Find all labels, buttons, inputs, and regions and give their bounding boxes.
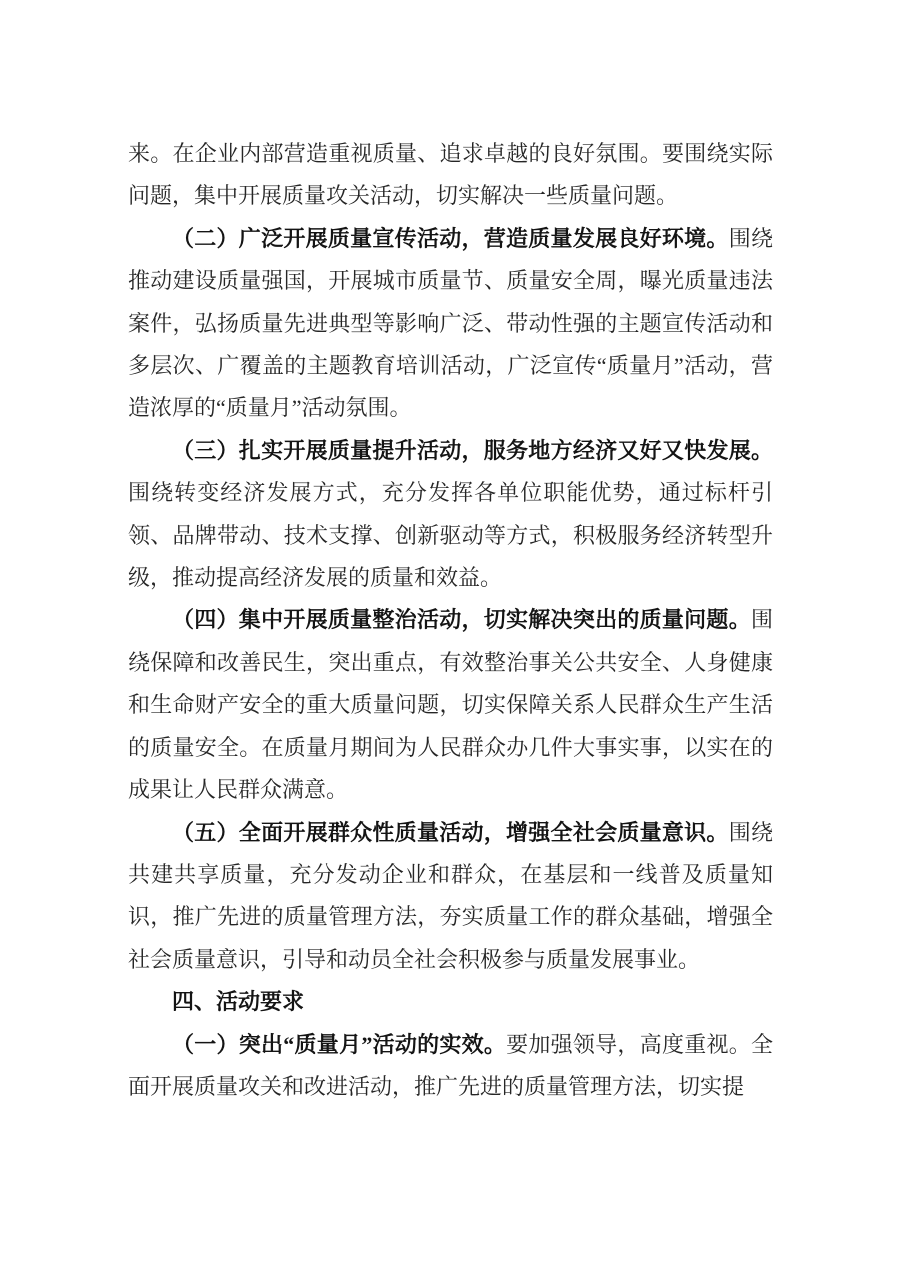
paragraph-text: 围绕推动建设质量强国，开展城市质量节、质量安全周，曝光质量违法案件，弘扬质量先进典型等影响广泛、带动性强的主题宣传活动和多层次、广覆盖的主题教育培训活动，广泛宣传“质量月”活动，营造浓厚的“质量月”活动氛围。 xyxy=(128,225,773,421)
paragraph-lead-bold: （三）扎实开展质量提升活动，服务地方经济又好又快发展。 xyxy=(172,437,773,463)
paragraph-lead-bold: （五）全面开展群众性质量活动，增强全社会质量意识。 xyxy=(172,819,729,845)
paragraph-section-3 xyxy=(128,430,773,600)
paragraph-section-2 xyxy=(128,218,773,430)
paragraph-continuation xyxy=(128,133,773,218)
paragraph-text: 来。在企业内部营造重视质量、追求卓越的良好氛围。要围绕实际问题，集中开展质量攻关活动，切实解决一些质量问题。 xyxy=(128,141,773,209)
paragraph-text: 要加强领导，高度重视。全面开展质量攻关和改进活动，推广先进的质量管理方法，切实提 xyxy=(128,1031,773,1099)
paragraph-lead-bold: （一）突出“质量月”活动的实效。 xyxy=(172,1031,507,1057)
paragraph-text: 围绕保障和改善民生，突出重点，有效整治事关公共安全、人身健康和生命财产安全的重大质量问题，切实保障关系人民群众生产生活的质量安全。在质量月期间为人民群众办几件大事实事，以实在的成果让人民群众满意。 xyxy=(128,607,773,803)
paragraph-text: 围绕转变经济发展方式，充分发挥各单位职能优势，通过标杆引领、品牌带动、技术支撑、创新驱动等方式，积极服务经济转型升级，推动提高经济发展的质量和效益。 xyxy=(128,480,773,591)
paragraph-lead-bold: （二）广泛开展质量宣传活动，营造质量发展良好环境。 xyxy=(172,225,729,251)
paragraph-lead-bold: （四）集中开展质量整治活动，切实解决突出的质量问题。 xyxy=(172,607,751,633)
paragraph-section-5 xyxy=(128,812,773,982)
paragraph-section-4 xyxy=(128,599,773,811)
paragraph-requirement-1 xyxy=(128,1024,773,1109)
paragraph-text: 围绕共建共享质量，充分发动企业和群众，在基层和一线普及质量知识，推广先进的质量管理方法，夯实质量工作的群众基础，增强全社会质量意识，引导和动员全社会积极参与质量发展事业。 xyxy=(128,819,773,972)
document-content xyxy=(128,133,773,1108)
section-heading-4 xyxy=(128,981,773,1023)
section-heading-text: 四、活动要求 xyxy=(172,989,305,1015)
